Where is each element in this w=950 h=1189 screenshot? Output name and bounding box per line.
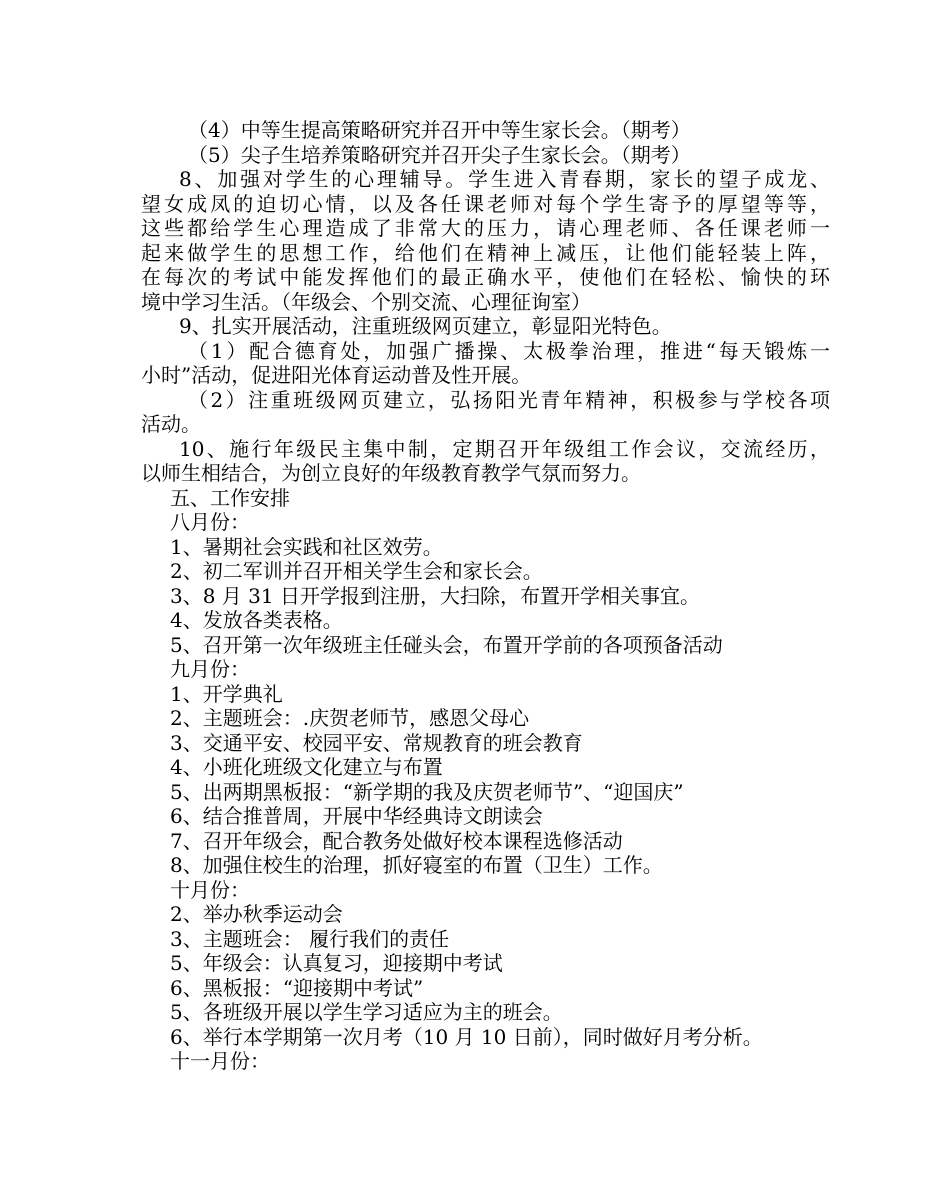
text-line: 在每次的考试中能发挥他们的最正确水平，使他们在轻松、愉快的环: [141, 265, 830, 289]
text-line: 小时”活动，促进阳光体育运动普及性开展。: [141, 363, 532, 387]
text-line: 起来做学生的思想工作，给他们在精神上减压，让他们能轻装上阵，: [141, 240, 830, 265]
text-line: 4、发放各类表格。: [170, 608, 343, 632]
text-line: 活动。: [141, 412, 201, 436]
text-line: 5、年级会：认真复习，迎接期中考试: [170, 951, 503, 975]
text-line: 4、小班化班级文化建立与布置: [170, 755, 443, 779]
text-line: 7、召开年级会，配合教务处做好校本课程选修活动: [170, 828, 623, 853]
text-line: 8、加强对学生的心理辅导。学生进入青春期，家长的望子成龙、: [179, 167, 830, 191]
text-line: 5、各班级开展以学生学习适应为主的班会。: [170, 1000, 563, 1024]
text-line: 3、主题班会： 履行我们的责任: [170, 926, 450, 951]
text-line: 十一月份：: [170, 1049, 270, 1073]
text-line: 以师生相结合，为创立良好的年级教育教学气氛而努力。: [141, 461, 641, 485]
text-line: 十月份：: [170, 877, 250, 902]
text-line: 6、举行本学期第一次月考（10 月 10 日前），同时做好月考分析。: [170, 1024, 763, 1049]
text-line: 2、举办秋季运动会: [170, 902, 343, 926]
text-line: 6、结合推普周，开展中华经典诗文朗读会: [170, 804, 543, 828]
text-line: 2、主题班会：.庆贺老师节，感恩父母心: [170, 706, 530, 730]
text-line: 2、初二军训并召开相关学生会和家长会。: [170, 559, 543, 583]
text-line: 5、出两期黑板报：“新学期的我及庆贺老师节”、“迎国庆”: [170, 779, 684, 804]
text-line: 九月份：: [170, 657, 250, 681]
text-line: 五、工作安排: [170, 485, 290, 510]
text-line: 1、暑期社会实践和社区效劳。: [170, 534, 443, 559]
text-line: 10、施行年级民主集中制，定期召开年级组工作会议，交流经历，: [179, 436, 830, 461]
text-line: 9、扎实开展活动，注重班级网页建立，彰显阳光特色。: [179, 314, 672, 338]
text-line: 5、召开第一次年级班主任碰头会，布置开学前的各项预备活动: [170, 632, 723, 657]
text-line: 3、8 月 31 日开学报到注册，大扫除，布置开学相关事宜。: [170, 583, 700, 608]
text-line: （5）尖子生培养策略研究并召开尖子生家长会。（期考）: [188, 142, 691, 167]
text-line: 8、加强住校生的治理，抓好寝室的布置（卫生）工作。: [170, 853, 663, 877]
text-line: 望女成凤的迫切心情，以及各任课老师对每个学生寄予的厚望等等，: [141, 191, 830, 216]
text-line: 这些都给学生心理造成了非常大的压力，请心理老师、各任课老师一: [141, 216, 830, 240]
text-line: 八月份：: [170, 510, 250, 534]
text-line: 1、开学典礼: [170, 681, 283, 706]
text-line: 境中学习生活。（年级会、个别交流、心理征询室）: [141, 289, 591, 314]
text-line: （4）中等生提高策略研究并召开中等生家长会。（期考）: [188, 118, 691, 142]
text-line: 3、交通平安、校园平安、常规教育的班会教育: [170, 730, 583, 755]
text-line: （1）配合德育处，加强广播操、太极拳治理，推进“每天锻炼一: [188, 338, 830, 363]
text-line: （2）注重班级网页建立，弘扬阳光青年精神，积极参与学校各项: [188, 387, 830, 412]
text-line: 6、黑板报：“迎接期中考试”: [170, 975, 424, 1000]
